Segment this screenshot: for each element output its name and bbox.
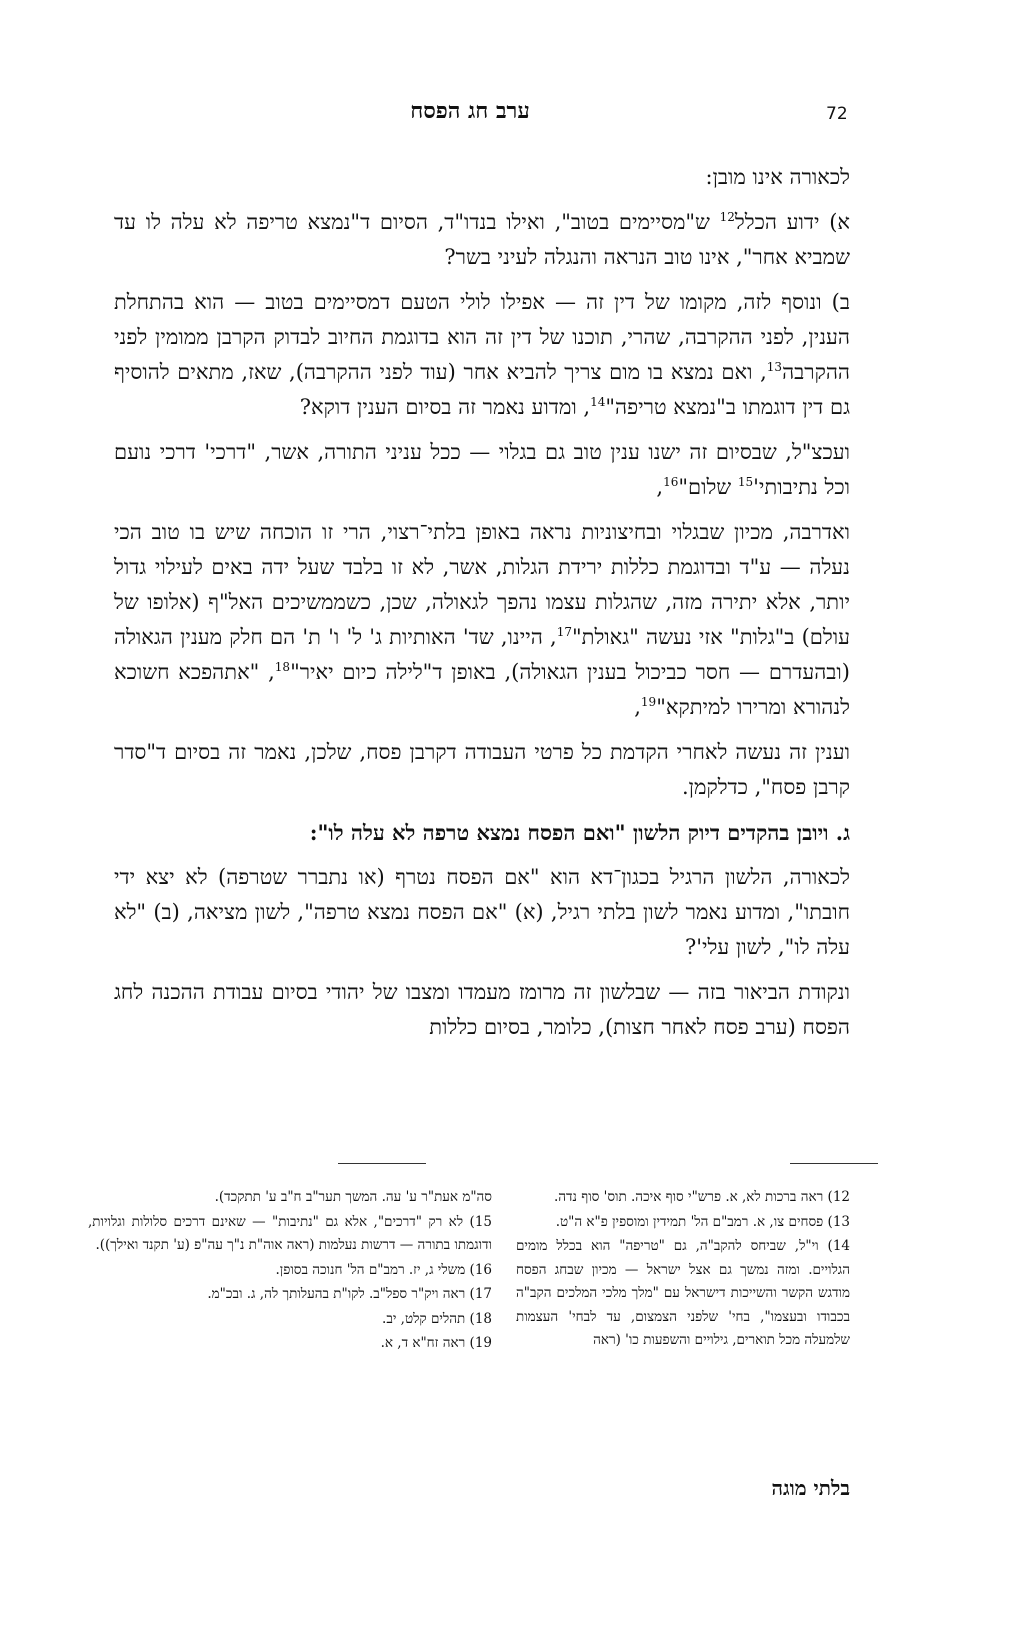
footnote-ref[interactable]: 17 bbox=[556, 625, 572, 639]
footnote-ref[interactable]: 15 bbox=[737, 475, 754, 489]
main-text bbox=[114, 160, 850, 1055]
footnote-ref[interactable]: 13 bbox=[766, 360, 783, 374]
footnote-item: 16) משלי ג, יז. רמב"ם הל' חנוכה בסופן. bbox=[275, 1261, 492, 1278]
footnote-item: 15) לא רק "דרכים", אלא גם "נתיבות" — שאינם דרכים סלולות וגלויות, ודוגמתו בתורה — דרשות נעלמות (ראה אוה"ת נ"ך עה"פ (ע' תקנד ואילך)). bbox=[88, 1213, 493, 1253]
footnote-ref[interactable]: 18 bbox=[274, 660, 291, 674]
paragraph-conclusion: ועכצ"ל, שבסיום זה ישנו ענין טוב גם בגלוי — ככל עניני התורה, אשר, "דרכי' דרכי נועם וכל $נתיבותי'^{15}$ שלום"$^{16}$, bbox=[114, 440, 850, 499]
footnote-divider bbox=[790, 1163, 878, 1164]
paragraph-explanation: ונקודת הביאור בזה — שבלשון זה מרומז מעמדו ומצבו של יהודי בסיום עבודת ההכנה לחג הפסח (ערב פסח לאחר חצות), כלומר, בסיום כללות bbox=[114, 980, 850, 1039]
page-number: 72 bbox=[826, 104, 848, 124]
footnotes-right-column bbox=[516, 1186, 850, 1354]
footnote-item: 12) ראה ברכות לא, א. פרש"י סוף איכה. תוס' סוף נדה. bbox=[554, 1189, 850, 1205]
footnote-ref[interactable]: 12 bbox=[719, 210, 735, 224]
paragraph-intro: לכאורה אינו מובן: bbox=[705, 165, 850, 189]
paragraph-section-g: ג. ויובן בהקדים דיוק הלשון "ואם הפסח נמצא טרפה לא עלה לו": bbox=[309, 820, 850, 845]
paragraph-b: ב) ונוסף לזה, מקומו של דין זה — אפילו לולי הטעם דמסיימים בטוב — הוא בהתחלת הענין, לפני ההקרבה, שהרי, תוכנו של דין זה הוא בדוגמת החיוב לבדוק הקרבן ממומין לפני ההקרבה$^{13}$, ואם נמצא בו מום צריך להביא אחר (עוד לפני ההקרבה), שאז, מתאים להוסיף גם דין דוגמתו ב"נמצא טריפה"$^{14}$, ומדוע נאמר זה בסיום הענין דוקא? bbox=[114, 290, 850, 419]
paragraph-a: א) ידוע הכלל$^{12}$ ש"מסיימים בטוב", ואילו בנדו"ד, הסיום ד"נמצא טריפה לא עלה לו עד שמביא אחר", אינו טוב הנראה והנגלה לעיני בשר? bbox=[114, 210, 850, 269]
footer-unedited-label: בלתי מוגה bbox=[771, 1476, 850, 1500]
paragraph-galut: ואדרבה, מכיון שבגלוי ובחיצוניות נראה באופן בלתי־רצוי, הרי זו הוכחה שיש בו טוב הכי נעלה — ע"ד ובדוגמת כללות ירידת הגלות, אשר, לא זו בלבד שעל ידה באים לעילוי גדול יותר, אלא יתירה מזה, שהגלות עצמו נהפך לגאולה, שכן, כשממשיכים האל"ף (אלופו של עולם) ב"גלות" אזי נעשה "גאולת"$^{17}$, היינו, שד' האותיות ג' ל' ו' ת' הם חלק מענין הגאולה (ובהעדרם — חסר כביכול בענין הגאולה), באופן ד"לילה כיום יאיר"$^{18}$, "אתהפכא חשוכא לנהורא ומרירו למיתקא"$^{19}$, bbox=[114, 520, 850, 719]
running-header-title: ערב חג הפסח bbox=[410, 98, 530, 124]
footnote-ref[interactable]: 14 bbox=[590, 395, 606, 409]
footnote-item: 14) וי"ל, שביחס להקב"ה, גם "טריפה" הוא בכלל מומים הגלויים. ומזה נמשך גם אצל ישראל — מכיון שבחג הפסח מודגש הקשר והשייכות דישראל עם "מלך מלכי המלכים הקב"ה בכבודו ובעצמו", בחי' שלפני הצמצום, עד לבחי' העצמות שלמעלה מכל תוארים, גילויים והשפעות כו' (ראה bbox=[516, 1238, 851, 1348]
footnote-item: 19) ראה זח"א ד, א. bbox=[380, 1335, 492, 1351]
footnote-ref[interactable]: 16 bbox=[663, 475, 679, 489]
footnote-item: סה"מ אעת"ר ע' עה. המשך תער"ב ח"ב ע' תתקכד). bbox=[214, 1189, 492, 1205]
footnotes-left-column bbox=[88, 1186, 492, 1357]
footnote-item: 18) תהלים קלט, יב. bbox=[382, 1310, 492, 1327]
footnote-ref[interactable]: 19 bbox=[640, 695, 657, 709]
footnote-item: 13) פסחים צו, א. רמב"ם הל' תמידין ומוספין פ"א ה"ט. bbox=[555, 1213, 850, 1230]
paragraph-language: לכאורה, הלשון הרגיל בכגון־דא הוא "אם הפסח נטרף (או נתברר שטרפה) לא יצא ידי חובתו", ומדוע נאמר לשון בלתי רגיל, (א) "אם הפסח נמצא טרפה", לשון מציאה, (ב) "לא עלה לו", לשון עלי'? bbox=[114, 865, 850, 959]
paragraph-order: וענין זה נעשה לאחרי הקדמת כל פרטי העבודה דקרבן פסח, שלכן, נאמר זה בסיום ד"סדר קרבן פסח", כדלקמן. bbox=[114, 740, 850, 799]
footnote-divider bbox=[338, 1163, 426, 1164]
footnote-item: 17) ראה ויק"ר ספל"ב. לקו"ת בהעלותך לה, ג. ובכ"מ. bbox=[207, 1286, 492, 1302]
